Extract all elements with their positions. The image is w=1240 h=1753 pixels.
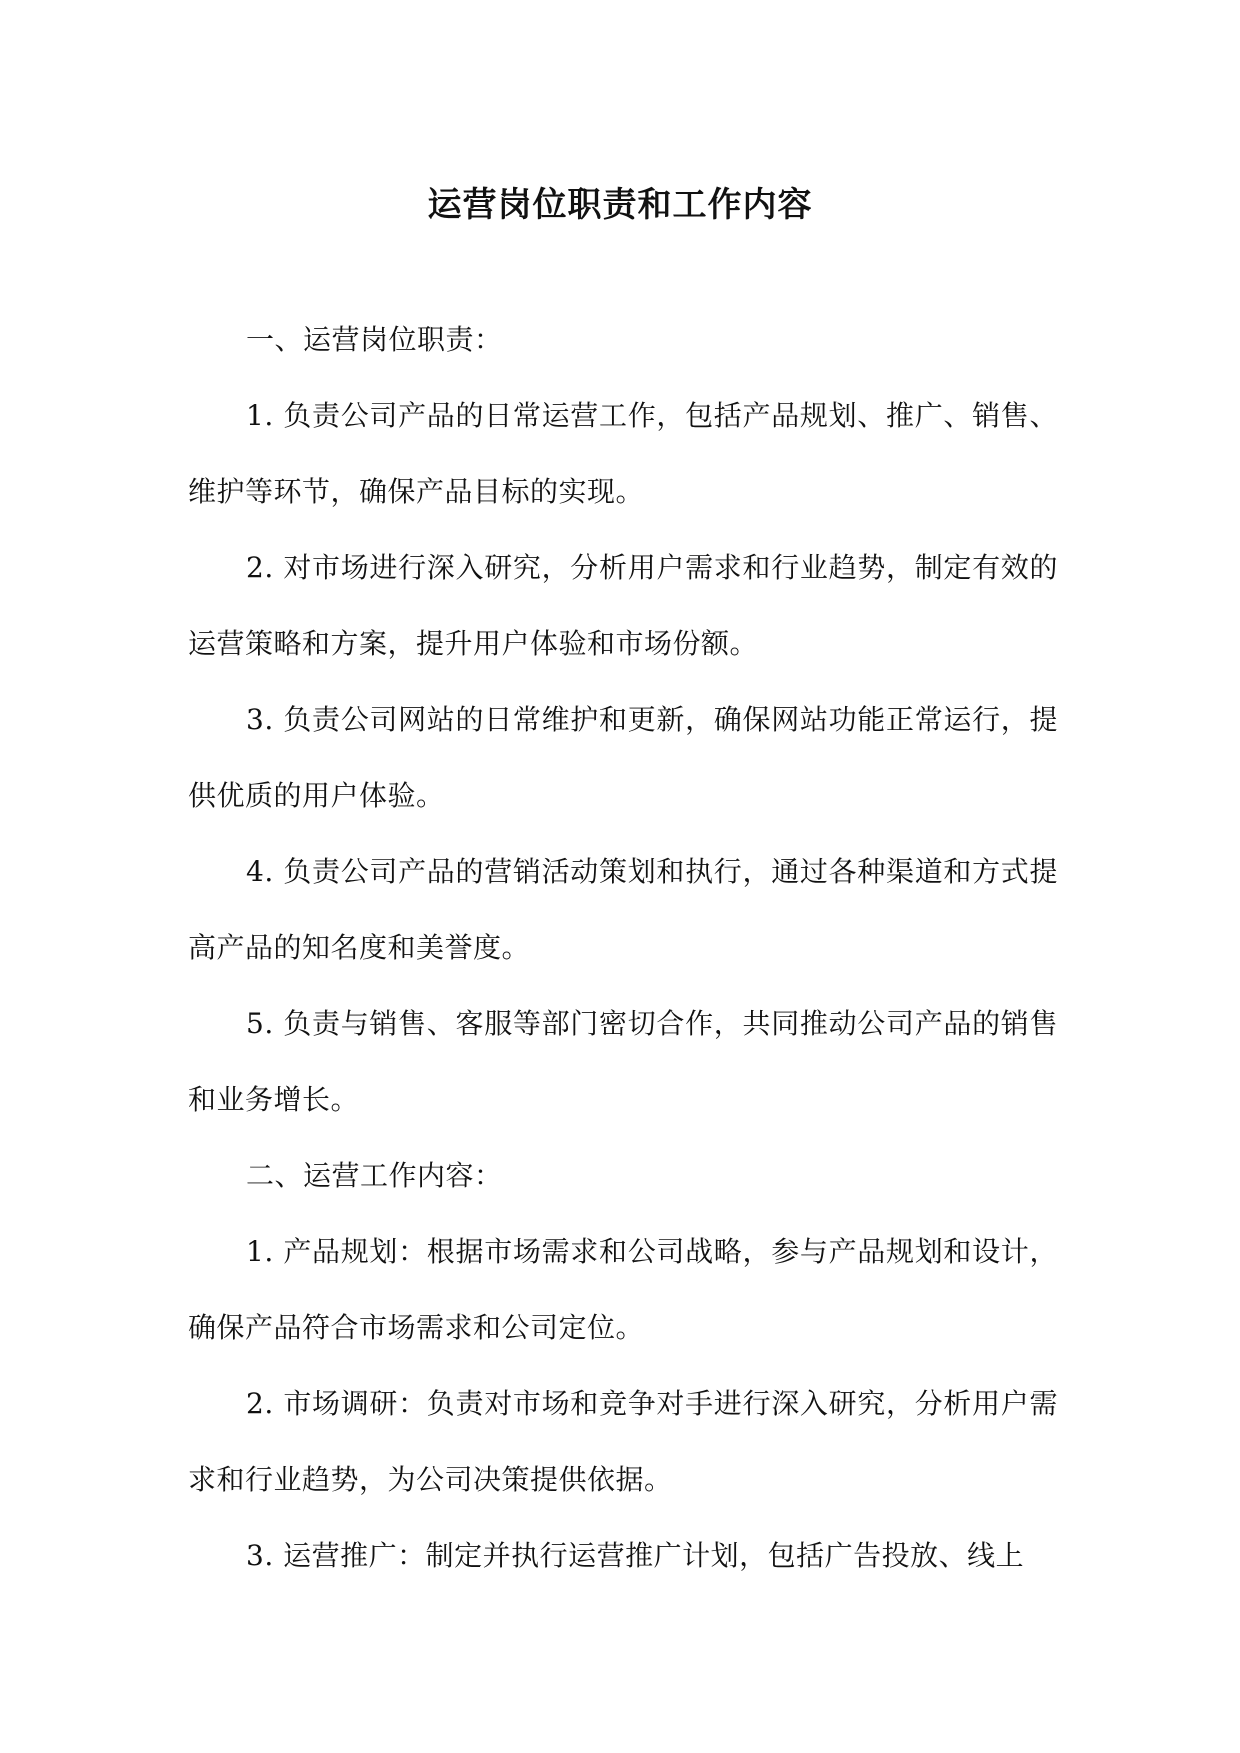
- section-1-item-3: 3. 负责公司网站的日常维护和更新，确保网站功能正常运行，提供优质的用户体验。: [188, 703, 1058, 812]
- document-title: 运营岗位职责和工作内容: [427, 185, 813, 225]
- section-2-item-2: 2. 市场调研：负责对市场和竞争对手进行深入研究，分析用户需求和行业趋势，为公司决策提供依据。: [188, 1387, 1058, 1496]
- section-2-item-1: 1. 产品规划：根据市场需求和公司战略，参与产品规划和设计，确保产品符合市场需求和公司定位。: [188, 1235, 1058, 1344]
- section-1-heading: 一、运营岗位职责：: [246, 323, 503, 356]
- section-1-item-4: 4. 负责公司产品的营销活动策划和执行，通过各种渠道和方式提高产品的知名度和美誉度。: [188, 855, 1058, 964]
- section-2-heading: 二、运营工作内容：: [246, 1159, 503, 1192]
- section-1-item-2: 2. 对市场进行深入研究，分析用户需求和行业趋势，制定有效的运营策略和方案，提升用户体验和市场份额。: [188, 551, 1058, 660]
- section-1-item-5: 5. 负责与销售、客服等部门密切合作，共同推动公司产品的销售和业务增长。: [188, 1007, 1058, 1116]
- section-2-item-3: 3. 运营推广：制定并执行运营推广计划，包括广告投放、线上: [246, 1539, 1025, 1572]
- section-1-item-1: 1. 负责公司产品的日常运营工作，包括产品规划、推广、销售、维护等环节，确保产品目标的实现。: [188, 399, 1058, 508]
- document-body: [188, 302, 1058, 1594]
